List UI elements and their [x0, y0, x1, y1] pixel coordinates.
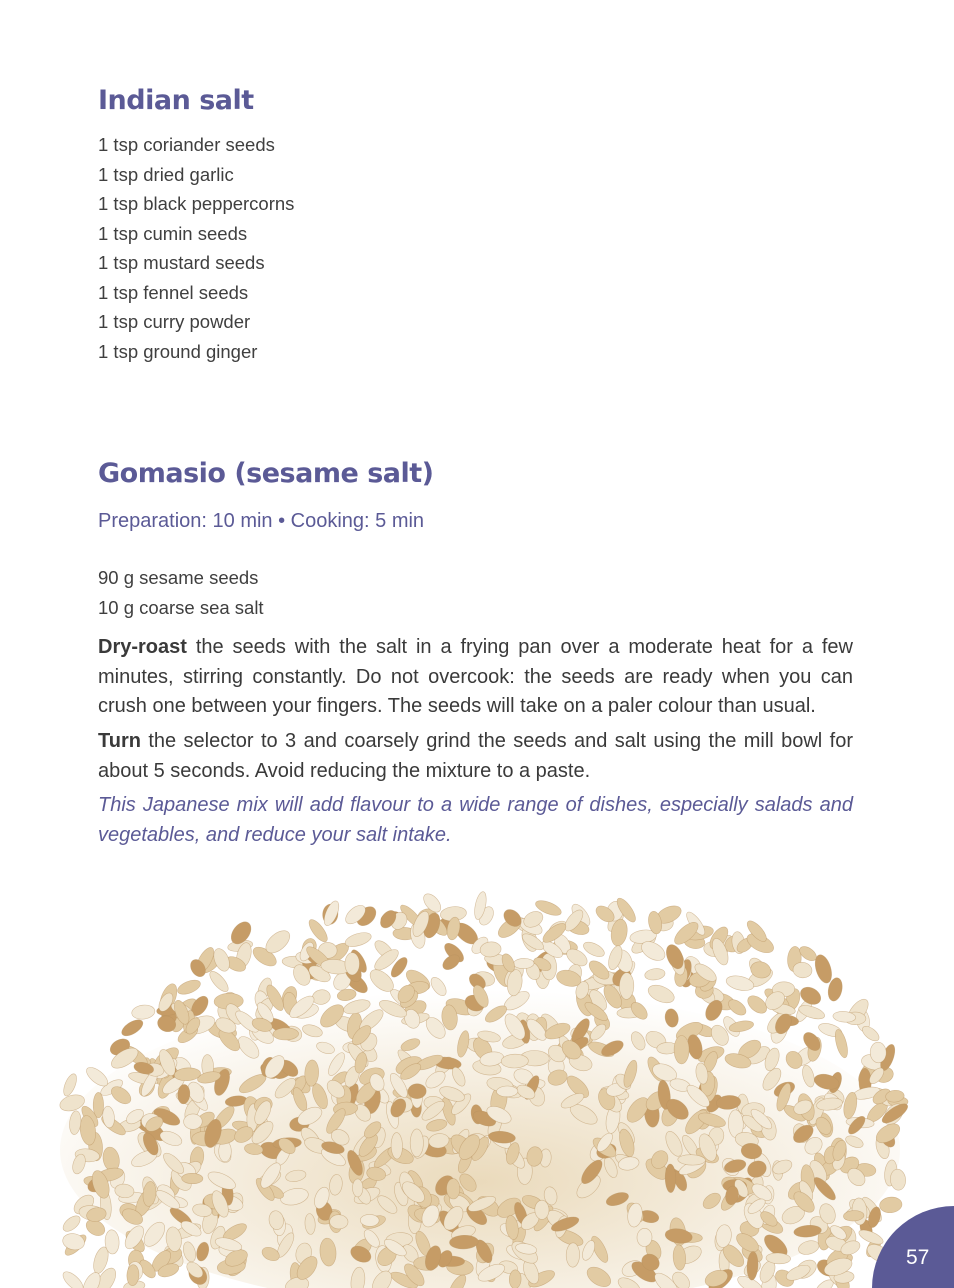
sesame-seed — [619, 972, 634, 999]
sesame-seed — [674, 1036, 689, 1064]
ingredient-item: 1 tsp dried garlic — [98, 163, 234, 185]
ingredient-item: 1 tsp curry powder — [98, 311, 251, 332]
sesame-seed — [360, 1214, 379, 1226]
ingredient-item: 1 tsp black peppercorns — [98, 193, 295, 214]
sesame-seed — [501, 1054, 528, 1068]
sesame-seed — [131, 1004, 156, 1021]
sesame-seeds-photo — [40, 880, 930, 1288]
step-text: the seeds with the salt in a frying pan over a moderate heat for a few minutes, stirring constantly. Do not overcook: the seeds are ready when you can crush one between your fingers. The seeds will take on a paler colour than usual. — [98, 636, 853, 717]
prep-time: Preparation: 10 min • Cooking: 5 min — [98, 510, 425, 532]
sesame-seed — [496, 1086, 518, 1097]
sesame-seed — [273, 1028, 299, 1041]
sesame-seed — [61, 1232, 86, 1252]
sesame-seed — [665, 1164, 676, 1193]
indian-salt-ingredients — [98, 130, 294, 366]
serving-tip: This Japanese mix will add flavour to a wide range of dishes, especially salads and vegetables, and reduce your salt intake. — [98, 794, 853, 846]
sesame-seed — [60, 1269, 86, 1288]
sesame-seed — [183, 1114, 202, 1130]
page-number: 57 — [906, 1246, 930, 1269]
step-text: the selector to 3 and coarsely grind the seeds and salt using the mill bowl for about 5 seconds. Avoid reducing the mixture to a paste. — [98, 730, 853, 782]
gomasio-title: Gomasio (sesame salt) — [98, 458, 434, 489]
sesame-seed — [833, 1028, 850, 1059]
sesame-seed — [391, 1133, 403, 1160]
sesame-seed — [644, 967, 666, 981]
ingredient-item: 1 tsp coriander seeds — [98, 134, 275, 155]
indian-salt-title: Indian salt — [98, 85, 254, 116]
sesame-seed — [797, 984, 823, 1008]
sesame-seed — [566, 1243, 580, 1268]
ingredient-item: 1 tsp ground ginger — [98, 340, 258, 362]
sesame-seed — [535, 1200, 550, 1219]
sesame-seed — [176, 977, 203, 997]
method-step-2 — [98, 727, 853, 786]
sesame-seed — [61, 1072, 79, 1098]
step-lead: Dry-roast — [98, 636, 187, 658]
method-step-1 — [98, 633, 853, 722]
sesame-seed — [879, 1196, 903, 1214]
sesame-seed — [207, 969, 232, 995]
sesame-seed — [119, 1017, 145, 1039]
sesame-seed — [410, 1129, 423, 1157]
sesame-seed — [446, 1178, 460, 1199]
ingredient-item: 10 g coarse sea salt — [98, 596, 264, 618]
ingredient-item: 1 tsp mustard seeds — [98, 252, 265, 273]
gomasio-ingredients — [98, 563, 264, 622]
sesame-seed — [353, 1179, 363, 1197]
ingredient-item: 1 tsp cumin seeds — [98, 222, 248, 244]
step-lead: Turn — [98, 730, 141, 752]
ingredient-item: 90 g sesame seeds — [98, 567, 259, 588]
sesame-seed — [60, 1213, 83, 1234]
sesame-seed — [182, 1173, 203, 1184]
sesame-seed — [345, 953, 360, 975]
ingredient-item: 1 tsp fennel seeds — [98, 281, 249, 303]
sesame-seed — [637, 1228, 653, 1247]
sesame-seed — [646, 982, 677, 1007]
